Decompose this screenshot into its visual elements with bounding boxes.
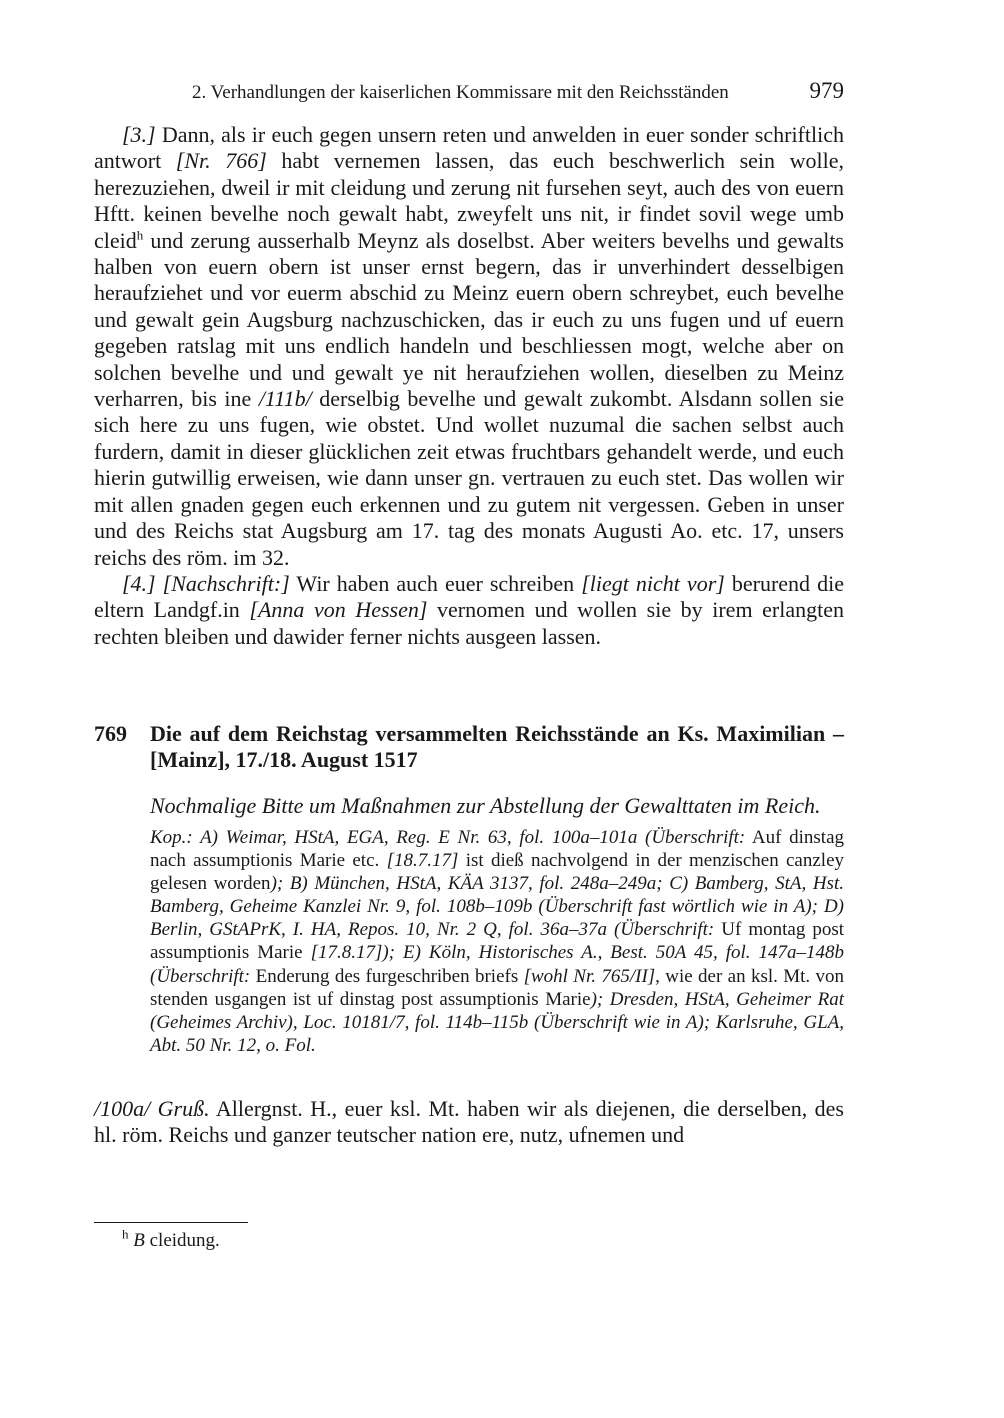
text-run: und zerung ausserhalb Meynz als doselbst. Aber weiters bevelhs und gewalts halben von euern obern ist unser ernst begern, das ir unverhindert desselbigen heraufziehet und vor euerm abschid zu Meinz euern obern schreybet, euch bevelhe und gewalt gein Augsburg nachzuschicken, das ir euch zu uns fugen und uf euern gegeben ratslag mit uns endlich handeln und beschliessen mogt, welche aber on solchen bevelhe und und gewalt ye nit heraufziehen wollen, dieselben zu Meinz verharren, bis ine <box>94 227 844 412</box>
source-apparatus <box>150 826 844 1057</box>
paragraph-marker: [4.] [Nachschrift:] <box>122 570 290 596</box>
footnote-mark[interactable]: h <box>136 227 144 243</box>
quoted-heading: , wie der an ksl. Mt. von stenden usgangen ist uf dinstag post assumptionis Marie <box>150 965 844 1010</box>
source-run: Kop.: A) Weimar, HStA, EGA, Reg. E Nr. 63, fol. 100a–101a (Überschrift: <box>150 827 746 848</box>
footnote-text: cleidung. <box>144 1230 220 1251</box>
editorial-note: [liegt nicht vor] <box>581 570 725 596</box>
text-run: habt vernemen lassen, das euch beschwerlich sein wolle, herezuziehen, dweil ir mit cleidung und zerung nit fursehen seyt, auch des von euern Hftt. keinen bevelhe noch gewalt habt, zweyfelt uns nit, ir findet sovil wege umb cleid <box>94 148 844 253</box>
quoted-heading: Enderung des furgeschriben briefs <box>250 965 524 987</box>
source-run: [wohl Nr. 765/II] <box>523 965 656 987</box>
paragraph-3 <box>94 122 844 571</box>
folio-marker: /100a/ Gruß. <box>94 1096 210 1121</box>
quoted-heading: Uf montag post assumptionis Marie <box>150 919 844 964</box>
source-run: ); B) München, HStA, KÄA 3137, fol. 248a–249a; C) Bamberg, StA, Hst. Bamberg, Geheime Kanzlei Nr. 9, fol. 108b–109b (Überschrift fast wörtlich wie in A); D) Berlin, GStAPrK, I. HA, Repos. 10, Nr. 2 Q, fol. 36a–37a (Überschrift: <box>150 873 844 941</box>
source-run: [17.8.17]); E) Köln, Historisches A., Best. 50A 45, fol. 147a–148b (Überschrift: <box>150 942 844 987</box>
footnote-h <box>122 1226 220 1252</box>
footnote-rule <box>94 1222 248 1223</box>
text-run: Wir haben auch euer schreiben <box>289 570 582 596</box>
document-body <box>94 1096 844 1149</box>
letter-text <box>94 122 844 650</box>
text-run: Dann, als ir euch gegen unsern reten und anwelden in euer sonder schriftlich antwort <box>94 122 844 174</box>
document-number: 769 <box>94 721 127 746</box>
footnote-siglum: B <box>133 1230 145 1251</box>
folio-marker: /111b/ <box>258 386 312 412</box>
document-regest: Nochmalige Bitte um Maßnahmen zur Abstellung der Gewalttaten im Reich. <box>150 793 821 818</box>
text-run: vernomen und wollen sie by irem erlangten rechten bleiben und dawider ferner nichts ausgeen lassen. <box>94 597 844 649</box>
document-title: Die auf dem Reichstag versammelten Reichsstände an Ks. Maximilian – [Mainz], 17./18. August 1517 <box>150 721 844 772</box>
quoted-heading: Auf dinstag nach assumptionis Marie etc. <box>150 827 844 872</box>
page-number: 979 <box>809 78 844 103</box>
cross-reference: [Nr. 766] <box>175 148 267 174</box>
quoted-heading: ist dieß nachvolgend in der menzischen canzley gelesen worden <box>150 850 845 895</box>
running-title: 2. Verhandlungen der kaiserlichen Kommissare mit den Reichsständen <box>192 82 729 103</box>
text-run: derselbig bevelhe und gewalt zukombt. Alsdann sollen sie sich here zu uns fugen, wie obstet. Und wollet nuzumal die sachen selbst auch furdern, damit in dieser glücklichen zeit etwas fruchtbars gehandelt werde, und euch hierin gutwillig erweisen, wie dann unser gn. vertrauen zu euch stet. Das wollen wir mit allen gnaden gegen euch erkennen und zu gutem nit vergessen. Geben in unser und des Reichs stat Augsburg am 17. tag des monats Augusti Ao. etc. 17, unsers reichs des röm. im 32. <box>94 386 845 570</box>
paragraph-marker: [3.] <box>122 122 156 147</box>
editorial-note: [Anna von Hessen] <box>249 597 428 623</box>
source-run: ); Dresden, HStA, Geheimer Rat (Geheimes Archiv), Loc. 10181/7, fol. 114b–115b (Überschrift wie in A); Karlsruhe, GLA, Abt. 50 Nr. 12, o. Fol. <box>150 988 845 1056</box>
footnote-mark: h <box>122 1226 129 1242</box>
text-run: Allergnst. H., euer ksl. Mt. haben wir als diejenen, die derselben, des hl. röm. Reichs und ganzer teutscher nation ere, nutz, ufnemen und <box>94 1096 844 1148</box>
paragraph-4 <box>94 571 844 650</box>
text-run: berurend die eltern Landgf.in <box>94 570 844 623</box>
source-run: [18.7.17] <box>386 850 459 872</box>
